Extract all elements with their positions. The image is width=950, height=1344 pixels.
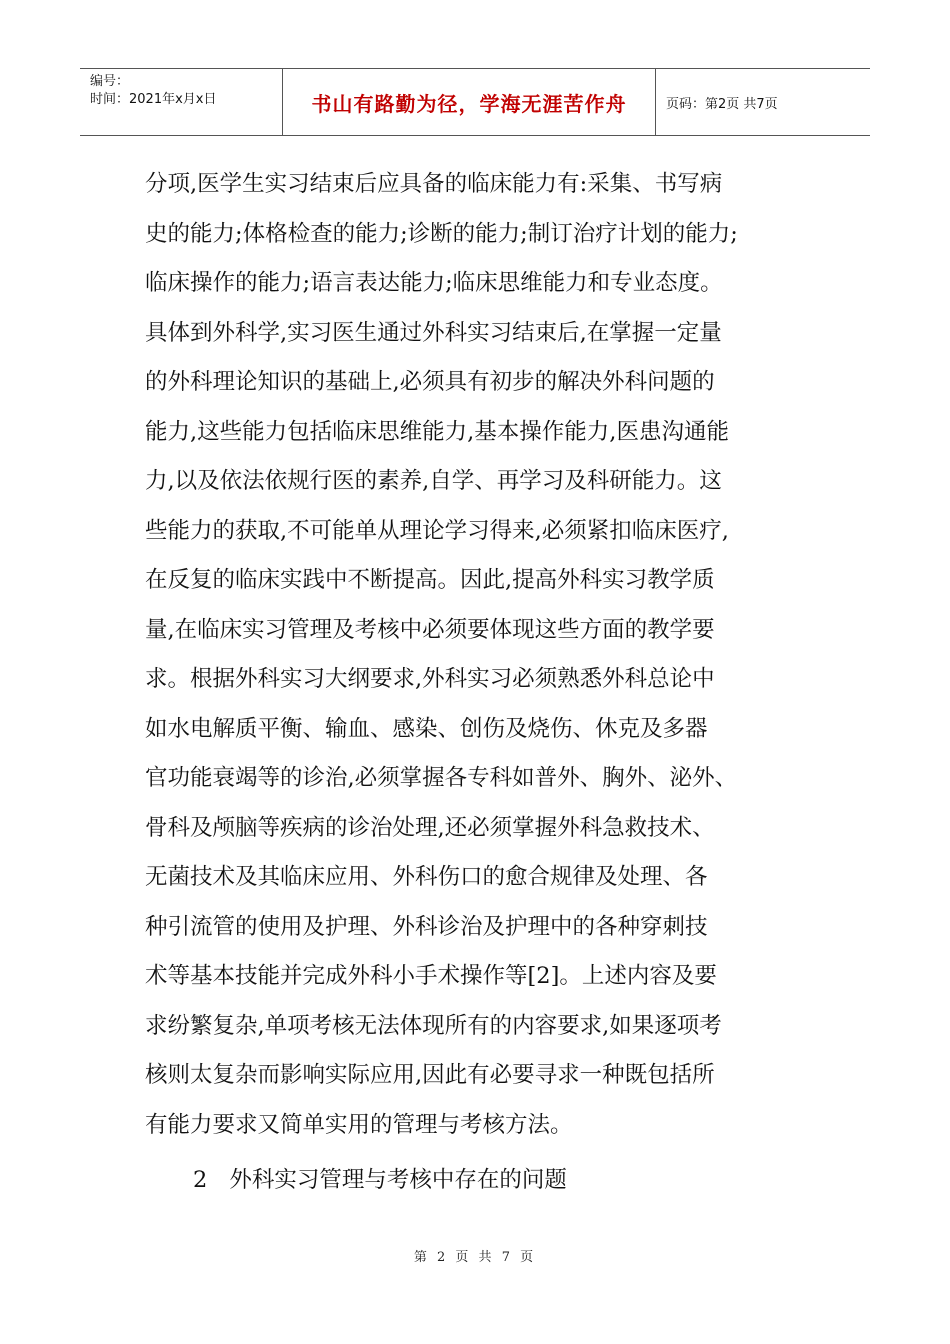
body-line: 量,在临床实习管理及考核中必须要体现这些方面的教学要 [145, 616, 715, 643]
header-meta [80, 69, 283, 135]
body-line: 核则太复杂而影响实际应用,因此有必要寻求一种既包括所 [145, 1062, 715, 1088]
body-line: 具体到外科学,实习医生通过外科实习结束后,在掌握一定量 [145, 319, 722, 346]
page-footer: 第 2 页 共 7 页 [413, 1250, 537, 1265]
body-line: 如水电解质平衡、输血、感染、创伤及烧伤、休克及多器 [145, 715, 708, 742]
body-line: 分项,医学生实习结束后应具备的临床能力有:采集、书写病 [145, 171, 723, 197]
document-number-label: 编号： [90, 74, 130, 89]
section-heading [193, 1156, 567, 1206]
body-line: 种引流管的使用及护理、外科诊治及护理中的各种穿刺技 [145, 913, 708, 940]
body-line: 有能力要求又简单实用的管理与考核方法。 [145, 1111, 573, 1138]
header-page-info: 页码：第2页 共7页 [666, 96, 778, 112]
body-paragraph [145, 160, 825, 1150]
body-line: 骨科及颅脑等疾病的诊治处理,还必须掌握外科急救技术、 [145, 814, 715, 841]
section-title: 外科实习管理与考核中存在的问题 [229, 1167, 567, 1193]
document-time-label: 时间：2021年x月x日 [90, 92, 217, 107]
header-motto: 书山有路勤为径，学海无涯苦作舟 [283, 69, 656, 135]
body-line: 官功能衰竭等的诊治,必须掌握各专科如普外、胸外、泌外、 [145, 765, 738, 791]
body-line: 无菌技术及其临床应用、外科伤口的愈合规律及处理、各 [145, 864, 708, 890]
body-line: 能力,这些能力包括临床思维能力,基本操作能力,医患沟通能 [145, 418, 729, 445]
body-line: 在反复的临床实践中不断提高。因此,提高外科实习教学质 [145, 567, 715, 593]
body-line: 术等基本技能并完成外科小手术操作等[2]。上述内容及要 [145, 963, 717, 989]
body-line: 求。根据外科实习大纲要求,外科实习必须熟悉外科总论中 [145, 666, 715, 692]
body-line: 的外科理论知识的基础上,必须具有初步的解决外科问题的 [145, 369, 715, 395]
body-line: 些能力的获取,不可能单从理论学习得来,必须紧扣临床医疗, [145, 517, 729, 544]
body-line: 力,以及依法依规行医的素养,自学、再学习及科研能力。这 [145, 468, 722, 494]
page-header [80, 68, 870, 136]
body-line: 临床操作的能力;语言表达能力;临床思维能力和专业态度。 [145, 270, 723, 296]
body-line: 求纷繁复杂,单项考核无法体现所有的内容要求,如果逐项考 [145, 1012, 722, 1039]
body-line: 史的能力;体格检查的能力;诊断的能力;制订治疗计划的能力; [145, 220, 738, 247]
section-number: 2 [193, 1167, 208, 1193]
